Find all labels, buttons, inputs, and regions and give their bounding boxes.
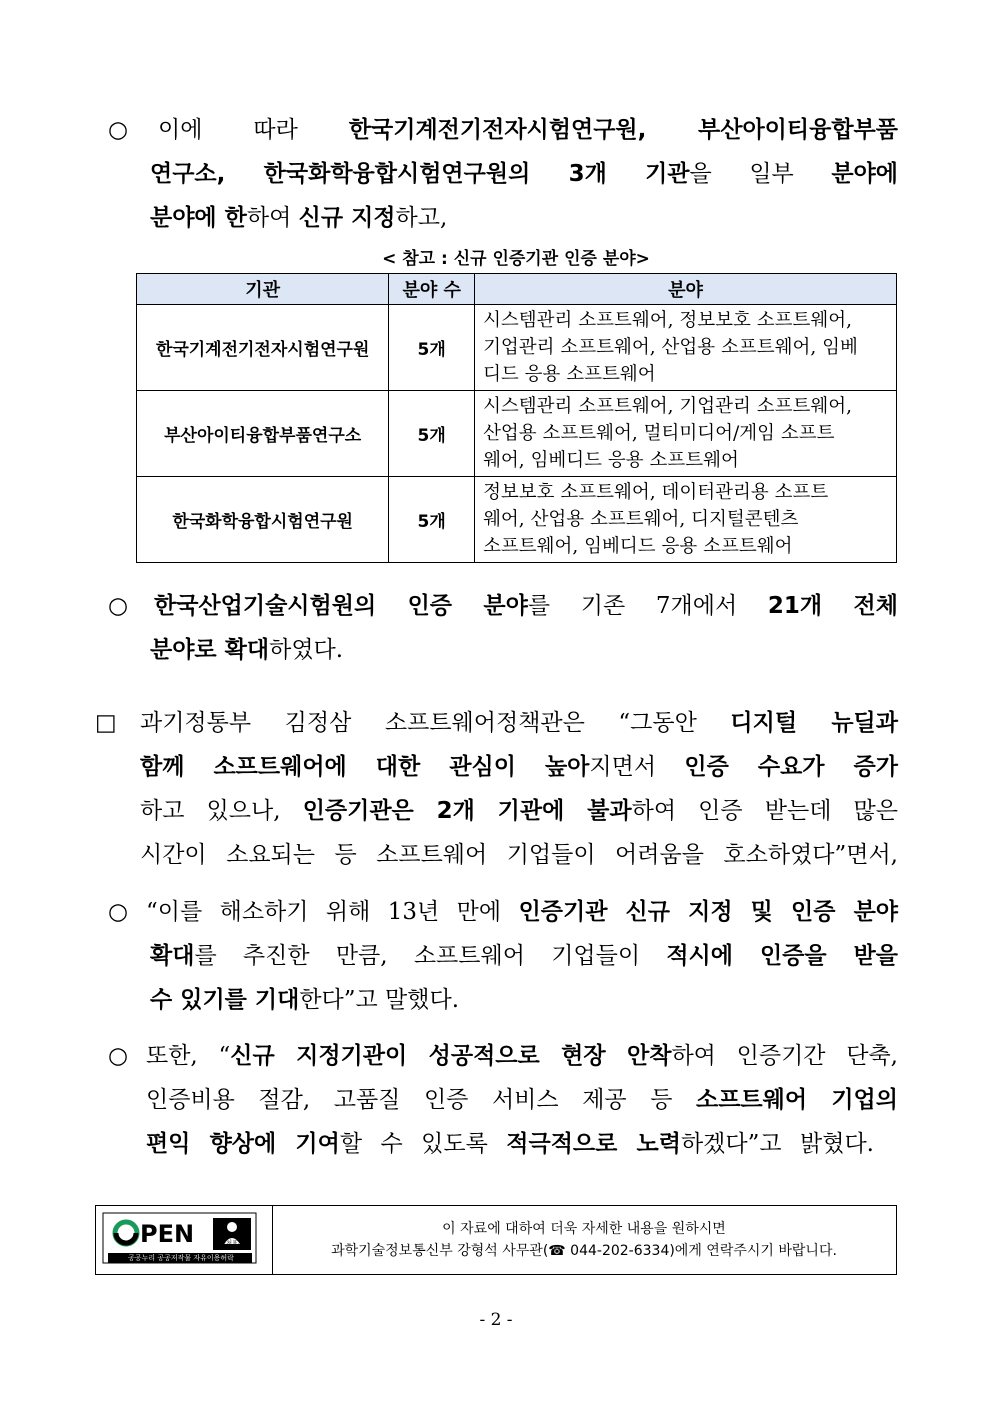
p1-line-2: 연구소, 한국화학융합시험연구원의 3개 기관을 일부 분야에	[150, 161, 898, 187]
header-count: 분야 수	[389, 274, 475, 305]
kogl-open-logo	[96, 1206, 273, 1274]
p5-line-3: 편익 향상에 기여할 수 있도록 적극적으로 노력하겠다”고 밝혔다.	[146, 1131, 874, 1157]
bullet-circle: ○	[108, 899, 129, 925]
p1-line-3: 분야에 한하여 신규 지정하고,	[150, 205, 448, 231]
page-number: - 2 -	[479, 1310, 513, 1330]
kogl-subtitle: 공공누리 공공저작물 자유이용허락	[128, 1254, 234, 1262]
contact-box	[95, 1205, 897, 1275]
paragraph-expectation	[108, 890, 898, 1025]
paragraph-new-designation	[108, 108, 898, 238]
table-row	[137, 391, 897, 477]
p1-line-1: 이에 따라 한국기계전기전자시험연구원, 부산아이티융합부품	[158, 117, 898, 143]
table-header-row	[137, 274, 897, 305]
bullet-square: □	[95, 710, 117, 736]
field-list: 시스템관리 소프트웨어, 정보보호 소프트웨어, 기업관리 소프트웨어, 산업용 소프트웨어, 임베 디드 응용 소프트웨어	[475, 305, 897, 391]
table-row	[137, 477, 897, 563]
p3-line-2: 함께 소프트웨어에 대한 관심이 높아지면서 인증 수요가 증가	[140, 754, 898, 780]
paragraph-commitment	[108, 1034, 898, 1169]
bullet-circle: ○	[108, 117, 129, 143]
contact-text	[272, 1218, 896, 1262]
contact-line-2: 과학기술정보통신부 강형석 사무관(☎ 044-202-6334)에게 연락주시기 바랍니다.	[331, 1243, 837, 1259]
org-name: 한국화학융합시험연구원	[137, 477, 389, 563]
bullet-circle: ○	[108, 1043, 129, 1069]
p5-line-2: 인증비용 절감, 고품질 인증 서비스 제공 등 소프트웨어 기업의	[146, 1087, 898, 1113]
p5-line-1: 또한, “신규 지정기관이 성공적으로 현장 안착하여 인증기간 단축,	[146, 1043, 898, 1069]
org-name: 한국기계전기전자시험연구원	[137, 305, 389, 391]
header-org: 기관	[137, 274, 389, 305]
field-list: 시스템관리 소프트웨어, 기업관리 소프트웨어, 산업용 소프트웨어, 멀티미디어/게임 소프트 웨어, 임베디드 응용 소프트웨어	[475, 391, 897, 477]
field-count: 5개	[389, 305, 475, 391]
p4-line-3: 수 있기를 기대한다”고 말했다.	[150, 987, 460, 1013]
certification-fields-table	[136, 273, 897, 563]
field-count: 5개	[389, 477, 475, 563]
p3-line-3: 하고 있으나, 인증기관은 2개 기관에 불과하여 인증 받는데 많은	[140, 798, 898, 824]
field-count: 5개	[389, 391, 475, 477]
svg-text:PEN: PEN	[140, 1220, 195, 1248]
field-list: 정보보호 소프트웨어, 데이터관리용 소프트 웨어, 산업용 소프트웨어, 디지털콘텐츠 소프트웨어, 임베디드 응용 소프트웨어	[475, 477, 897, 563]
paragraph-policy-quote	[95, 701, 898, 881]
paragraph-expansion	[108, 584, 898, 674]
bullet-circle: ○	[108, 593, 129, 619]
p4-line-1: “이를 해소하기 위해 13년 만에 인증기관 신규 지정 및 인증 분야	[146, 899, 899, 925]
org-name: 부산아이티융합부품연구소	[137, 391, 389, 477]
contact-line-1: 이 자료에 대하여 더욱 자세한 내용을 원하시면	[442, 1221, 726, 1237]
header-fields: 분야	[475, 274, 897, 305]
table-caption: < 참고 : 신규 인증기관 인증 분야>	[382, 249, 650, 269]
p3-line-4: 시간이 소요되는 등 소프트웨어 기업들이 어려움을 호소하였다”면서,	[140, 842, 898, 868]
table-row	[137, 305, 897, 391]
p3-line-1: 과기정통부 김정삼 소프트웨어정책관은 “그동안 디지털 뉴딜과	[140, 710, 898, 736]
p4-line-2: 확대를 추진한 만큼, 소프트웨어 기업들이 적시에 인증을 받을	[150, 943, 898, 969]
kogl-badge: 출처표시	[220, 1240, 244, 1247]
p2-line-2: 분야로 확대하였다.	[150, 637, 344, 663]
p2-line-1: 한국산업기술시험원의 인증 분야를 기존 7개에서 21개 전체	[154, 593, 898, 619]
